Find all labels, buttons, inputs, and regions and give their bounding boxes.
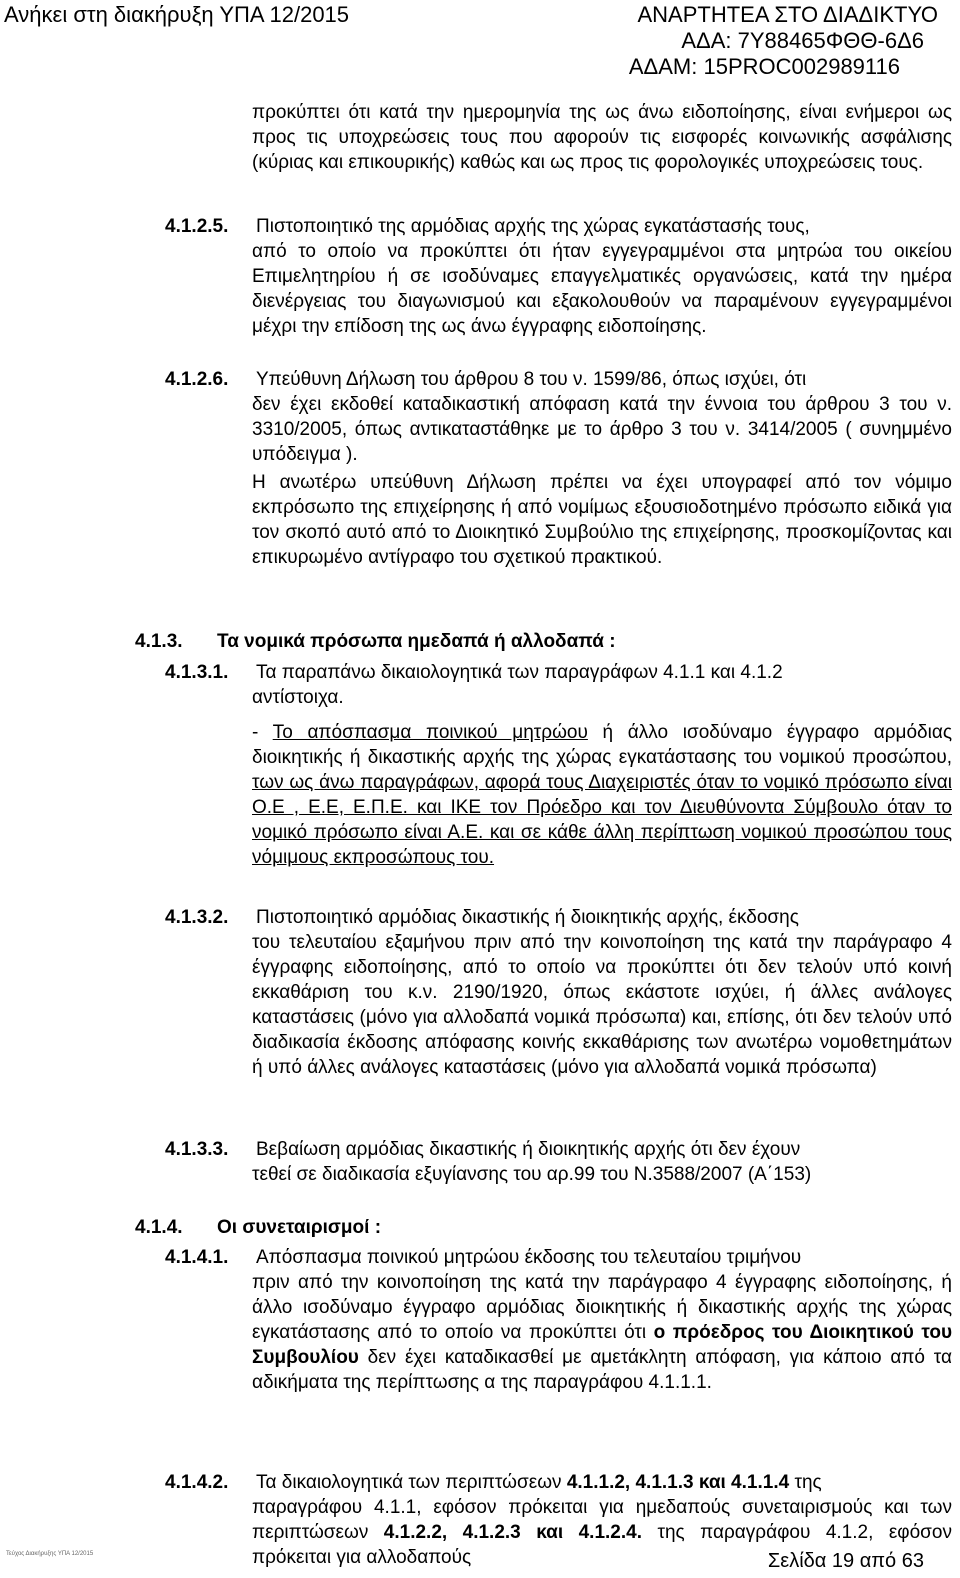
section-4142-first-c: της: [789, 1472, 822, 1493]
section-4131-first-line: Τα παραπάνω δικαιολογητικά των παραγράφων 4.1.1 και 4.1.2: [256, 662, 783, 683]
section-4132-first-line: Πιστοποιητικό αρμόδιας δικαστικής ή διοικητικής αρχής, έκδοσης: [256, 907, 799, 928]
underlined-criminal-record: Το απόσπασμα ποινικού μητρώου: [272, 722, 588, 743]
underlined-applies-to: των ως άνω παραγράφων, αφορά τους Διαχειριστές όταν το νομικό πρόσωπο είναι Ο.Ε , Ε.Ε, Ε.Π.Ε. και ΙΚΕ τον Πρόεδρο και τον Διευθύνοντα Σύμβουλο όταν το νομικό πρόσωπο είναι Α.Ε. και σε κάθε άλλη περίπτωση νομικού προσώπου τους νόμιμους εκπροσώπους του.: [252, 772, 952, 868]
footer-tiny-text: Τεύχος Διακήρυξης ΥΠΑ 12/2015: [6, 1551, 94, 1557]
section-4141-text-a: πριν από την κοινοποίηση της κατά την παράγραφο 4 έγγραφης ειδοποίησης, ή άλλο ισοδύναμο έγγραφο αρμόδιας διοικητικής ή δικαστικής αρχής της χώρας εγκατάστασης από το οποίο να προκύπτει ότι: [252, 1272, 952, 1343]
section-4126-text: δεν έχει εκδοθεί καταδικαστική απόφαση κατά την έννοια του άρθρου 3 του ν. 3310/2005, όπως αντικαταστάθηκε με το άρθρο 3 του ν. 3414/2005 ( συνημμένο υπόδειγμα ).: [252, 394, 952, 465]
header-right-line1: ΑΝΑΡΤΗΤΕΑ ΣΤΟ ΔΙΑΔΙΚΤΥΟ: [637, 2, 938, 27]
header-right-line2: ΑΔΑ: 7Υ88465ΦΘΘ-6Δ6: [681, 28, 924, 53]
header-right-line3: ΑΔΑΜ: 15PROC002989116: [628, 54, 900, 79]
section-number-4131: 4.1.3.1.: [165, 662, 229, 683]
section-4131-text: αντίστοιχα.: [252, 687, 344, 708]
page-number: Σελίδα 19 από 63: [767, 1550, 924, 1572]
section-4142-text-b: της παραγράφου 4.1.2, εφόσον πρόκειται για αλλοδαπούς: [252, 1522, 952, 1568]
note-dash: -: [252, 722, 273, 743]
section-title-413: Τα νομικά πρόσωπα ημεδαπά ή αλλοδαπά :: [217, 631, 616, 652]
section-title-414: Οι συνεταιρισμοί :: [217, 1217, 382, 1238]
section-4142-first-a: Τα δικαιολογητικά των περιπτώσεων: [256, 1472, 567, 1493]
section-number-4126: 4.1.2.6.: [165, 369, 229, 390]
section-4141-first-line: Απόσπασμα ποινικού μητρώου έκδοσης του τελευταίου τριμήνου: [256, 1247, 802, 1268]
section-number-414: 4.1.4.: [135, 1217, 183, 1238]
section-4142-text-a: παραγράφου 4.1.1, εφόσον πρόκειται για ημεδαπούς συνεταιρισμούς και των περιπτώσεων: [252, 1497, 952, 1543]
section-number-4132: 4.1.3.2.: [165, 907, 229, 928]
section-4126-paragraph2: Η ανωτέρω υπεύθυνη Δήλωση πρέπει να έχει υπογραφεί από τον νόμιμο εκπρόσωπο της επιχείρησης ή από νομίμως εξουσιοδοτημένο πρόσωπο ειδικά για τον σκοπό αυτό από το Διοικητικό Συμβούλιο της επιχείρησης, προσκομίζοντας και επικυρωμένο αντίγραφο του σχετικού πρακτικού.: [252, 472, 952, 568]
section-4132-text: του τελευταίου εξαμήνου πριν από την κοινοποίηση της κατά την παράγραφο 4 έγγραφης ειδοποίησης, από το οποίο να προκύπτει ότι δεν τελούν υπό κοινή εκκαθάριση του κ.ν. 2190/1920, όπως εκάστοτε ισχύει, ή άλλες ανάλογες καταστάσεις (μόνο για αλλοδαπά νομικά πρόσωπα) και, επίσης, ότι δεν τελούν υπό διαδικασία έκδοσης απόφασης κοινής εκκαθάρισης των ανωτέρω νομοθετημάτων ή υπό άλλες ανάλογες καταστάσεις (μόνο για αλλοδαπά νομικά πρόσωπα): [252, 932, 952, 1078]
section-4125-first-line: Πιστοποιητικό της αρμόδιας αρχής της χώρας εγκατάστασής τους,: [256, 216, 810, 237]
section-4133-first-line: Βεβαίωση αρμόδιας δικαστικής ή διοικητικής αρχής ότι δεν έχουν: [256, 1139, 801, 1160]
note-text: ή άλλο ισοδύναμο έγγραφο αρμόδιας διοικητικής ή δικαστικής αρχής της χώρας εγκατάστασης του νομικού προσώπου,: [252, 722, 952, 768]
section-4125-text: από το οποίο να προκύπτει ότι ήταν εγγεγραμμένοι στα μητρώα του οικείου Επιμελητηρίου ή σε ισοδύναμες επαγγελματικές οργανώσεις, κατά την ημέρα διενέργειας του διαγωνισμού και εξακολουθούν να παραμένουν εγγεγραμμένοι μέχρι την επίδοση της ως άνω έγγραφης ειδοποίησης.: [252, 241, 952, 337]
section-4141-text-b: δεν έχει καταδικασθεί με αμετάκλητη απόφαση, για κάποιο από τα αδικήματα της περίπτωσης α της παραγράφου 4.1.1.1.: [252, 1347, 952, 1393]
section-number-413: 4.1.3.: [135, 631, 183, 652]
section-4141-bold: ο πρόεδρος του Διοικητικού του Συμβουλίου: [252, 1322, 953, 1368]
section-4133-text: τεθεί σε διαδικασία εξυγίανσης του αρ.99 του Ν.3588/2007 (Α΄153): [252, 1164, 812, 1185]
section-number-4142: 4.1.4.2.: [165, 1472, 229, 1493]
section-4126-first-line: Υπεύθυνη Δήλωση του άρθρου 8 του ν. 1599/86, όπως ισχύει, ότι: [256, 369, 807, 390]
section-number-4125: 4.1.2.5.: [165, 216, 229, 237]
section-number-4141: 4.1.4.1.: [165, 1247, 229, 1268]
section-4142-first-bold: 4.1.1.2, 4.1.1.3 και 4.1.1.4: [566, 1472, 790, 1493]
section-number-4133: 4.1.3.3.: [165, 1139, 229, 1160]
section-4142-first-line: [256, 1470, 956, 1495]
section-4141-text: [252, 1270, 952, 1395]
section-4131-note: [252, 720, 952, 870]
section-4142-text-bold: 4.1.2.2, 4.1.2.3 και 4.1.2.4.: [383, 1522, 642, 1543]
intro-paragraph: προκύπτει ότι κατά την ημερομηνία της ως άνω ειδοποίησης, είναι ενήμεροι ως προς τις υποχρεώσεις τους που αφορούν τις εισφορές κοινωνικής ασφάλισης (κύριας και επικουρικής) καθώς και ως προς τις φορολογικές υποχρεώσεις τους.: [252, 102, 952, 173]
header-left: Ανήκει στη διακήρυξη ΥΠΑ 12/2015: [4, 2, 350, 27]
